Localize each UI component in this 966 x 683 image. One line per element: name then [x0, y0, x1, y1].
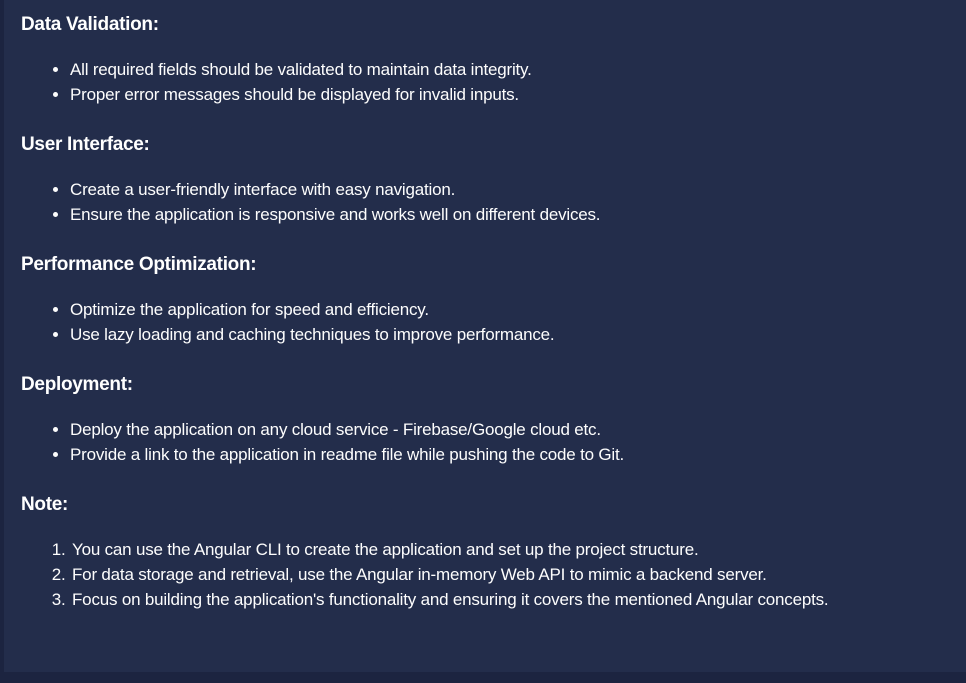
- section-heading: User Interface:: [21, 134, 150, 155]
- list-item: • Optimize the application for speed and efficiency.: [70, 297, 846, 322]
- section-performance-optimization: [21, 253, 846, 347]
- list-item: • Deploy the application on any cloud service - Firebase/Google cloud etc.: [70, 417, 846, 442]
- section-heading: Deployment:: [21, 374, 133, 395]
- page-bottom-edge: [0, 672, 966, 683]
- bullet-list: [21, 417, 846, 467]
- page-left-edge: [0, 0, 4, 683]
- list-item: • Use lazy loading and caching techniques to improve performance.: [70, 322, 846, 347]
- document-body: [21, 13, 846, 612]
- section-note: [21, 493, 846, 612]
- list-item: • Ensure the application is responsive and works well on different devices.: [70, 202, 846, 227]
- section-heading: Note:: [21, 494, 69, 515]
- section-heading: Performance Optimization:: [21, 254, 257, 275]
- bullet-list: [21, 297, 846, 347]
- list-item: • Provide a link to the application in readme file while pushing the code to Git.: [70, 442, 846, 467]
- section-user-interface: [21, 133, 846, 227]
- section-deployment: [21, 373, 846, 467]
- list-item: • All required fields should be validated to maintain data integrity.: [70, 57, 846, 82]
- list-item: • Create a user-friendly interface with easy navigation.: [70, 177, 846, 202]
- section-data-validation: [21, 13, 846, 107]
- numbered-list: [21, 537, 846, 612]
- list-item: 2. For data storage and retrieval, use the Angular in-memory Web API to mimic a backend server.: [70, 562, 846, 587]
- section-heading: Data Validation:: [21, 14, 159, 35]
- bullet-list: [21, 57, 846, 107]
- bullet-list: [21, 177, 846, 227]
- list-item: 1. You can use the Angular CLI to create the application and set up the project structure.: [70, 537, 846, 562]
- list-item: 3. Focus on building the application's functionality and ensuring it covers the mentioned Angular concepts.: [70, 587, 846, 612]
- list-item: • Proper error messages should be displayed for invalid inputs.: [70, 82, 846, 107]
